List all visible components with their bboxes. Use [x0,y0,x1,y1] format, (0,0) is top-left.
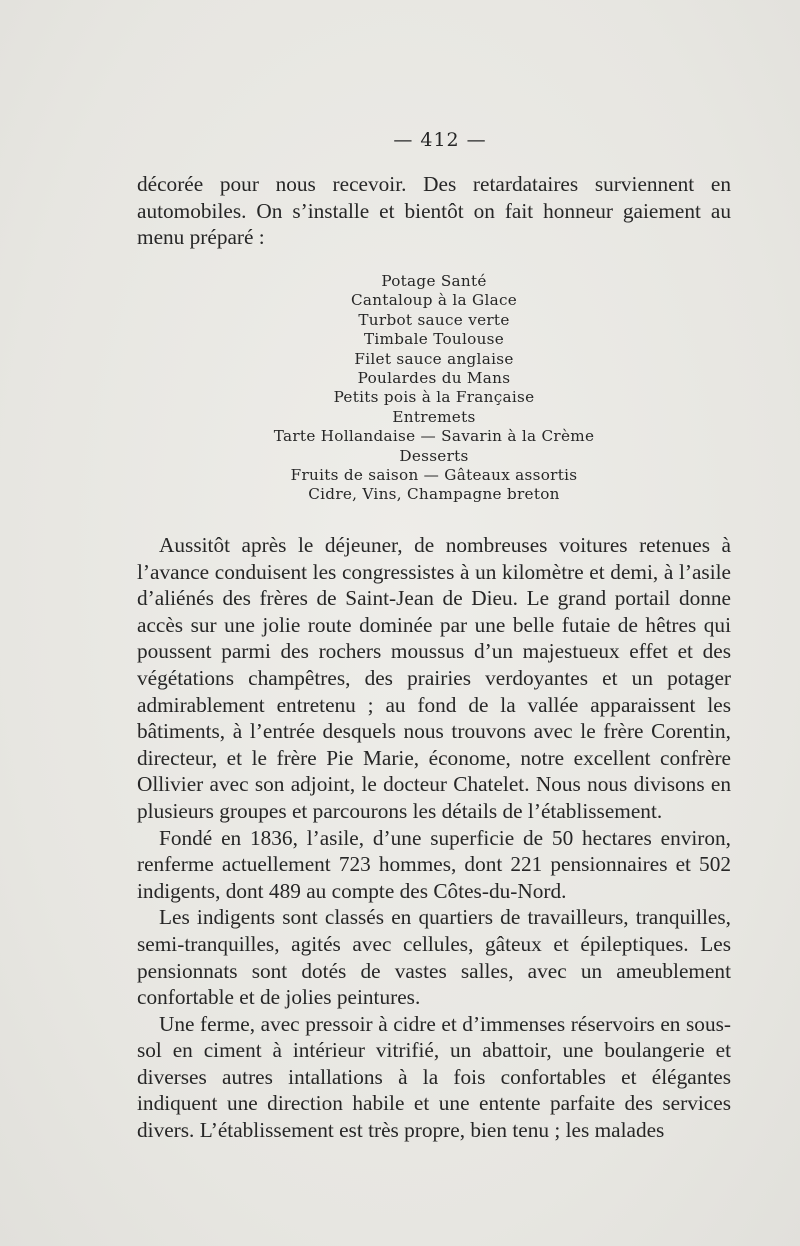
menu-item: Timbale Toulouse [363,330,505,349]
menu-item: Petits pois à la Française [333,388,535,407]
menu-item: Desserts [399,446,469,465]
menu-item: Filet sauce anglaise [354,349,514,368]
menu-item: Entremets [392,407,476,426]
menu-list [137,272,731,505]
paragraph-quarters: Les indigents sont classés en quartiers de travailleurs, tranquilles, semi-tranquilles, agités avec cellules, gâteux et épileptiques. Les pensionnats sont dotés de vastes salles, avec un ameublement confortable et de jolies peintures. [137,905,731,1010]
menu-item: Cidre, Vins, Champagne breton [308,485,560,504]
paragraph-visit: Aussitôt après le déjeuner, de nombreuses voitures retenues à l’avance conduisent les congressistes à un kilomètre et demi, à l’asile d’aliénés des frères de Saint-Jean de Dieu. Le grand portail donne accès sur une jolie route dominée par une belle futaie de hêtres qui poussent parmi des rochers moussus d’un majestueux effet et des végétations champêtres, des prairies verdoyantes et un potager admirablement entretenu ; au fond de la vallée apparaissent les bâtiments, à l’entrée desquels nous trouvons avec le frère Corentin, directeur, et le frère Pie Marie, économe, notre excellent confrère Ollivier avec son adjoint, le docteur Chatelet. Nous nous divisons en plusieurs groupes et parcourons les détails de l’établissement. [137,533,731,823]
page-number: — 412 — [393,129,487,151]
menu-item: Tarte Hollandaise — Savarin à la Crème [273,427,595,446]
menu-item: Cantaloup à la Glace [350,291,518,310]
intro-paragraph [137,171,731,251]
menu-item: Turbot sauce verte [358,310,510,329]
menu-item: Poulardes du Mans [357,369,511,388]
paragraph-farm: Une ferme, avec pressoir à cidre et d’immenses réservoirs en sous-sol en ciment à intérieur vitrifié, un abattoir, une boulangerie et diverses autres intallations à la fois confortables et élégantes indiquent une direction habile et une entente parfaite des services divers. L’établissement est très propre, bien tenu ; les malades [137,1011,731,1143]
menu-item: Potage Santé [381,272,487,290]
intro-text: décorée pour nous recevoir. Des retardataires surviennent en automobiles. On s’installe et bientôt on fait honneur gaiement au menu préparé : [137,172,731,250]
paragraph-foundation: Fondé en 1836, l’asile, d’une superficie de 50 hectares environ, renferme actuellement 723 hommes, dont 221 pensionnaires et 502 indigents, dont 489 au compte des Côtes-du-Nord. [137,825,731,903]
menu-item: Fruits de saison — Gâteaux assortis [290,466,578,485]
main-text [137,532,731,1144]
